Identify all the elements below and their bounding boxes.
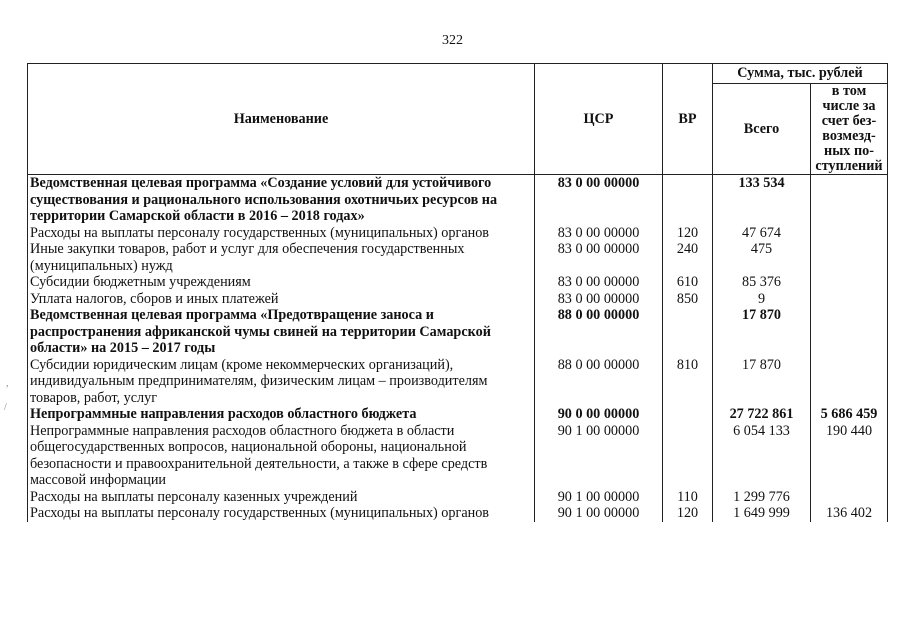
cell-csr: 83 0 00 00000 bbox=[535, 175, 663, 225]
cell-vr: 120 bbox=[663, 505, 713, 522]
cell-csr: 83 0 00 00000 bbox=[535, 291, 663, 308]
cell-grant bbox=[811, 357, 888, 407]
cell-vr: 610 bbox=[663, 274, 713, 291]
cell-name: Иные закупки товаров, работ и услуг для обеспечения государственных (муниципальных) нужд bbox=[28, 241, 535, 274]
cell-vr: 240 bbox=[663, 241, 713, 274]
table-row bbox=[28, 291, 888, 308]
table-row bbox=[28, 274, 888, 291]
cell-grant: 5 686 459 bbox=[811, 406, 888, 423]
table-row bbox=[28, 225, 888, 242]
cell-total: 133 534 bbox=[713, 175, 811, 225]
header-csr: ЦСР bbox=[535, 64, 663, 175]
cell-name: Непрограммные направления расходов областного бюджета bbox=[28, 406, 535, 423]
cell-total: 1 649 999 bbox=[713, 505, 811, 522]
cell-grant bbox=[811, 307, 888, 357]
cell-grant bbox=[811, 225, 888, 242]
header-total: Всего bbox=[713, 84, 811, 175]
cell-name: Субсидии юридическим лицам (кроме некоммерческих организаций), индивидуальным предпринимателям, физическим лицам – производителям товаров, работ, услуг bbox=[28, 357, 535, 407]
table-row bbox=[28, 241, 888, 274]
cell-grant: 190 440 bbox=[811, 423, 888, 489]
cell-grant bbox=[811, 291, 888, 308]
table-row bbox=[28, 489, 888, 506]
header-grant: в том числе за счет без-возмезд-ных по-ступлений bbox=[811, 84, 888, 175]
cell-grant bbox=[811, 489, 888, 506]
cell-total: 85 376 bbox=[713, 274, 811, 291]
cell-total: 1 299 776 bbox=[713, 489, 811, 506]
cell-csr: 90 1 00 00000 bbox=[535, 505, 663, 522]
header-name: Наименование bbox=[28, 64, 535, 175]
cell-csr: 83 0 00 00000 bbox=[535, 225, 663, 242]
cell-total: 47 674 bbox=[713, 225, 811, 242]
cell-vr: 810 bbox=[663, 357, 713, 407]
cell-name: Расходы на выплаты персоналу казенных учреждений bbox=[28, 489, 535, 506]
cell-total: 9 bbox=[713, 291, 811, 308]
cell-total: 475 bbox=[713, 241, 811, 274]
table-row bbox=[28, 505, 888, 522]
cell-vr bbox=[663, 423, 713, 489]
cell-total: 6 054 133 bbox=[713, 423, 811, 489]
cell-name: Расходы на выплаты персоналу государственных (муниципальных) органов bbox=[28, 225, 535, 242]
scan-artifact: , bbox=[6, 378, 9, 389]
cell-grant bbox=[811, 274, 888, 291]
table-row bbox=[28, 175, 888, 225]
scan-artifact: / bbox=[4, 402, 7, 413]
cell-grant: 136 402 bbox=[811, 505, 888, 522]
budget-table bbox=[27, 63, 888, 522]
cell-name: Субсидии бюджетным учреждениям bbox=[28, 274, 535, 291]
cell-name: Ведомственная целевая программа «Создание условий для устойчивого существования и рационального использования охотничьих ресурсов на территории Самарской области в 2016 – 2018 годах» bbox=[28, 175, 535, 225]
table-row bbox=[28, 406, 888, 423]
cell-csr: 90 0 00 00000 bbox=[535, 406, 663, 423]
cell-csr: 90 1 00 00000 bbox=[535, 489, 663, 506]
cell-grant bbox=[811, 241, 888, 274]
cell-csr: 83 0 00 00000 bbox=[535, 274, 663, 291]
table-row bbox=[28, 423, 888, 489]
cell-vr: 120 bbox=[663, 225, 713, 242]
cell-total: 17 870 bbox=[713, 307, 811, 357]
cell-csr: 90 1 00 00000 bbox=[535, 423, 663, 489]
table-body bbox=[28, 175, 888, 522]
cell-vr bbox=[663, 406, 713, 423]
cell-total: 17 870 bbox=[713, 357, 811, 407]
header-vr: ВР bbox=[663, 64, 713, 175]
cell-name: Ведомственная целевая программа «Предотвращение заноса и распространения африканской чумы свиней на территории Самарской области» на 2015 – 2017 годы bbox=[28, 307, 535, 357]
cell-name: Уплата налогов, сборов и иных платежей bbox=[28, 291, 535, 308]
cell-vr: 850 bbox=[663, 291, 713, 308]
cell-vr: 110 bbox=[663, 489, 713, 506]
table-row bbox=[28, 357, 888, 407]
cell-csr: 88 0 00 00000 bbox=[535, 357, 663, 407]
page-number: 322 bbox=[442, 33, 463, 48]
table-row bbox=[28, 307, 888, 357]
cell-total: 27 722 861 bbox=[713, 406, 811, 423]
header-sum-group: Сумма, тыс. рублей bbox=[713, 64, 888, 84]
cell-vr bbox=[663, 307, 713, 357]
cell-grant bbox=[811, 175, 888, 225]
cell-vr bbox=[663, 175, 713, 225]
cell-name: Непрограммные направления расходов областного бюджета в области общегосударственных вопросов, национальной обороны, национальной безопасности и правоохранительной деятельности, а также в сфере средств массовой информации bbox=[28, 423, 535, 489]
cell-csr: 83 0 00 00000 bbox=[535, 241, 663, 274]
cell-name: Расходы на выплаты персоналу государственных (муниципальных) органов bbox=[28, 505, 535, 522]
cell-csr: 88 0 00 00000 bbox=[535, 307, 663, 357]
